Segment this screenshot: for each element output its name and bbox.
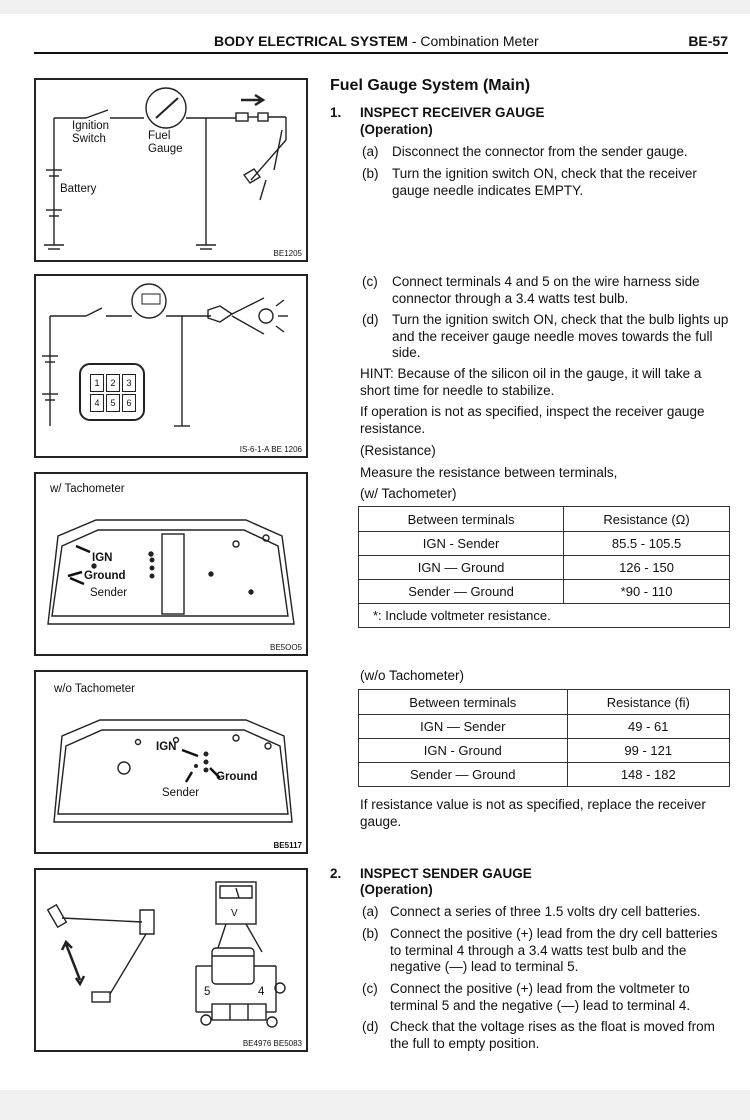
- step2-subtitle: (Operation): [360, 882, 433, 897]
- without-tach-label: (w/o Tachometer): [360, 668, 465, 683]
- header-subsection: Combination Meter: [420, 33, 539, 49]
- table-cell: Sender — Ground: [359, 580, 564, 604]
- figure-title: w/o Tachometer: [54, 683, 135, 695]
- table-header-row: [359, 507, 730, 532]
- table-cell: 85.5 - 105.5: [564, 532, 730, 556]
- fuel-gauge-text: Fuel Gauge: [148, 130, 183, 155]
- step2-a-label: (a): [362, 904, 379, 919]
- table-cell: 49 - 61: [567, 715, 729, 739]
- terminal-1: 1: [90, 374, 104, 392]
- step1-subtitle: (Operation): [360, 122, 433, 137]
- meter-back-diagram: [36, 474, 306, 654]
- step2-title: INSPECT SENDER GAUGE: [360, 866, 532, 881]
- page-number: BE-57: [688, 33, 728, 49]
- table-cell: 148 - 182: [567, 763, 729, 787]
- ignition-text: Ignition Switch: [72, 120, 110, 145]
- resistance-heading: (Resistance): [360, 443, 436, 458]
- terminal-2: 2: [106, 374, 120, 392]
- table-header-row: [359, 690, 730, 715]
- header-title: [214, 33, 539, 49]
- step2-d-label: (d): [362, 1019, 379, 1034]
- step2-b-label: (b): [362, 926, 379, 941]
- resistance-table-with-tach: [358, 506, 730, 628]
- step2-d-text: Check that the voltage rises as the float is moved from the full to empty position.: [390, 1019, 715, 1051]
- terminal-4-label: 4: [258, 986, 265, 998]
- figure-caption: BE4976 BE5083: [242, 1039, 302, 1048]
- table-cell: 126 - 150: [564, 556, 730, 580]
- voltmeter-label: V: [231, 908, 238, 919]
- header-section: BODY ELECTRICAL SYSTEM: [214, 33, 408, 49]
- table-cell: IGN - Ground: [359, 739, 568, 763]
- measure-text: Measure the resistance between terminals,: [360, 465, 618, 480]
- resistance-table-without-tach: [358, 689, 730, 787]
- step2-b-text: Connect the positive (+) lead from the dry cell batteries to terminal 4 through a 3.4 watts test bulb and the negative (—) lead to terminal 5.: [390, 926, 718, 974]
- replace-text: If resistance value is not as specified, replace the receiver gauge.: [360, 797, 706, 829]
- figure-circuit-1: [34, 78, 308, 262]
- table-row: [359, 715, 730, 739]
- step-d-label: (d): [362, 312, 379, 327]
- figure-meter-without-tach: [34, 670, 308, 854]
- figure-meter-with-tach: [34, 472, 308, 656]
- if-not-text: If operation is not as specified, inspect the receiver gauge resistance.: [360, 404, 705, 436]
- terminal-4: 4: [90, 394, 104, 412]
- table-cell: IGN - Sender: [359, 532, 564, 556]
- connector-terminals: [90, 374, 136, 412]
- figure-caption: BE5117: [273, 841, 302, 850]
- circuit-diagram-1: [36, 80, 306, 260]
- table-row: [359, 532, 730, 556]
- table-cell: IGN — Ground: [359, 556, 564, 580]
- terminal-5: 5: [106, 394, 120, 412]
- label-ign: IGN: [92, 552, 113, 564]
- step1-title: INSPECT RECEIVER GAUGE: [360, 105, 545, 120]
- label-ground: Ground: [216, 771, 258, 783]
- table-row: [359, 580, 730, 604]
- sender-test-diagram: [36, 870, 306, 1050]
- figure-circuit-2: [34, 274, 308, 458]
- table-note: *: Include voltmeter resistance.: [359, 604, 730, 628]
- figure-title: w/ Tachometer: [50, 483, 125, 495]
- label-sender: Sender: [162, 787, 200, 799]
- table-note-row: [359, 604, 730, 628]
- step2-a-text: Connect a series of three 1.5 volts dry cell batteries.: [390, 904, 701, 919]
- label-fuel-gauge: [148, 130, 183, 156]
- table-row: [359, 556, 730, 580]
- step-a-text: Disconnect the connector from the sender gauge.: [392, 144, 688, 159]
- label-sender: Sender: [90, 587, 128, 599]
- meter-back-diagram: [36, 672, 306, 852]
- step-b-label: (b): [362, 166, 379, 181]
- step-c-label: (c): [362, 274, 378, 289]
- page-header: [34, 30, 728, 54]
- table-header-cell: Resistance (fi): [567, 690, 729, 715]
- circuit-diagram-2: [36, 276, 306, 456]
- section-title: Fuel Gauge System (Main): [330, 77, 531, 94]
- table-header-cell: Between terminals: [359, 690, 568, 715]
- header-separator: -: [407, 33, 421, 49]
- table-cell: Sender — Ground: [359, 763, 568, 787]
- label-battery: Battery: [60, 183, 97, 195]
- terminal-5-label: 5: [204, 986, 211, 998]
- figure-caption: IS-6-1-A BE 1206: [239, 445, 302, 454]
- table-header-cell: Between terminals: [359, 507, 564, 532]
- table-cell: 99 - 121: [567, 739, 729, 763]
- table-cell: IGN — Sender: [359, 715, 568, 739]
- label-ground: Ground: [84, 570, 126, 582]
- label-ign: IGN: [156, 741, 177, 753]
- with-tach-label: (w/ Tachometer): [360, 486, 457, 501]
- figure-sender-test: [34, 868, 308, 1052]
- step2-c-text: Connect the positive (+) lead from the voltmeter to terminal 5 and the negative (—) lead to terminal 4.: [390, 981, 691, 1013]
- step-c-text: Connect terminals 4 and 5 on the wire harness side connector through a 3.4 watts test bulb.: [392, 274, 700, 306]
- hint-text: HINT: Because of the silicon oil in the gauge, it will take a short time for needle to stabilize.: [360, 366, 702, 398]
- step1-number: 1.: [330, 105, 342, 120]
- step-d-text: Turn the ignition switch ON, check that the bulb lights up and the receiver gauge needle moves towards the full side.: [392, 312, 729, 360]
- terminal-6: 6: [122, 394, 136, 412]
- table-header-cell: Resistance (Ω): [564, 507, 730, 532]
- step-a-label: (a): [362, 144, 379, 159]
- table-row: [359, 739, 730, 763]
- table-row: [359, 763, 730, 787]
- terminal-3: 3: [122, 374, 136, 392]
- table-cell: *90 - 110: [564, 580, 730, 604]
- figure-caption: BE1205: [273, 249, 302, 258]
- label-ignition-switch: [72, 120, 109, 146]
- step2-c-label: (c): [362, 981, 378, 996]
- step-b-text: Turn the ignition switch ON, check that the receiver gauge needle indicates EMPTY.: [392, 166, 697, 198]
- figure-caption: BE5OO5: [269, 643, 302, 652]
- step2-number: 2.: [330, 866, 342, 881]
